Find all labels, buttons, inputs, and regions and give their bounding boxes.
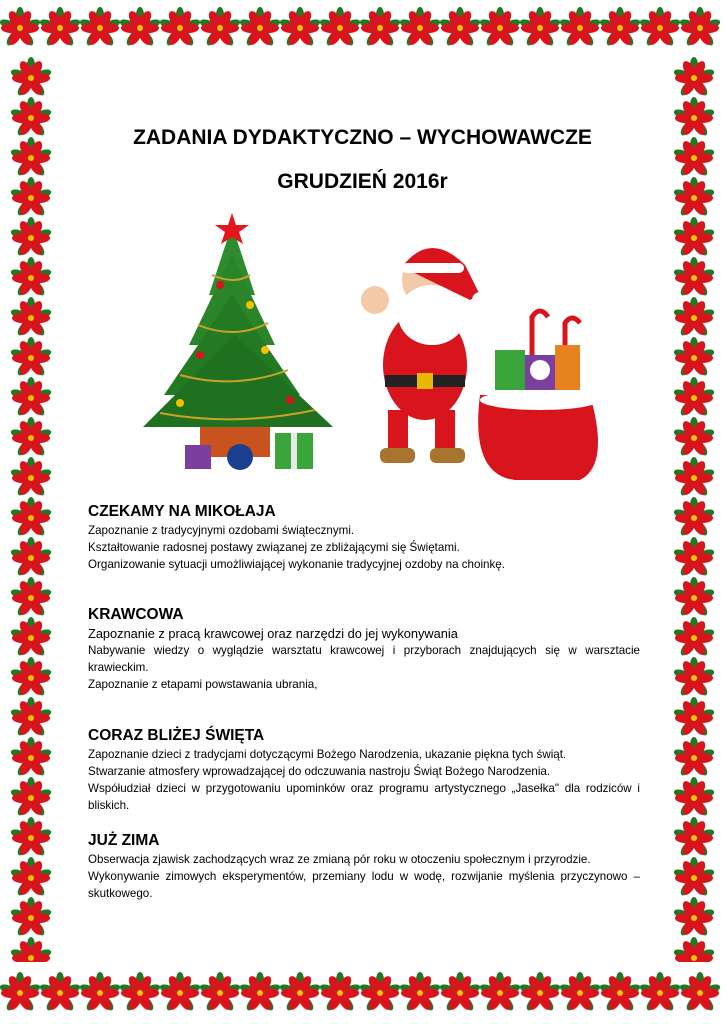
christmas-tree-icon — [143, 213, 333, 470]
section-line: Zapoznanie dzieci z tradycjami dotyczącymi Bożego Narodzenia, ukazanie piękna tych świąt. — [88, 748, 567, 761]
section-krawcowa — [88, 605, 640, 693]
poinsettia-border-top — [0, 0, 725, 56]
section-heading: CZEKAMY NA MIKOŁAJA — [88, 503, 276, 520]
page-title: ZADANIA DYDAKTYCZNO – WYCHOWAWCZE — [133, 126, 592, 149]
section-line: Stwarzanie atmosfery wprowadzającej do odczuwania nastroju Świąt Bożego Narodzenia. — [88, 765, 551, 778]
gift-sack-icon — [478, 311, 600, 480]
section-line: Obserwacja zjawisk zachodzących wraz ze zmianą pór roku w otoczeniu społecznym i przyrodzie. — [88, 853, 591, 866]
section-line: Nabywanie wiedzy o wyglądzie warsztatu krawcowej i przyborach znajdujących się w warsztacie krawieckim. — [88, 644, 640, 674]
section-heading: KRAWCOWA — [88, 606, 184, 623]
section-line: Organizowanie sytuacji umożliwiającej wykonanie tradycyjnej ozdoby na choinkę. — [88, 558, 505, 571]
section-coraz-blizej-swieta — [88, 726, 640, 814]
section-heading: JUŻ ZIMA — [88, 832, 160, 849]
santa-claus-icon — [361, 248, 488, 463]
section-line: Współudział dzieci w przygotowaniu upominków oraz programu artystycznego „Jasełka" dla rodziców i bliskich. — [88, 782, 640, 812]
section-heading: CORAZ BLIŻEJ ŚWIĘTA — [88, 727, 265, 744]
section-line: Zapoznanie z etapami powstawania ubrania, — [88, 678, 318, 691]
section-line: Zapoznanie z tradycyjnymi ozdobami świątecznymi. — [88, 524, 355, 537]
page-subtitle-month: GRUDZIEŃ 2016r — [277, 170, 448, 193]
section-line: Kształtowanie radosnej postawy związanej ze zbliżającymi się Świętami. — [88, 541, 460, 554]
poinsettia-border-bottom — [0, 962, 725, 1024]
section-line: Zapoznanie z pracą krawcowej oraz narzędzi do jej wykonywania — [88, 626, 458, 641]
section-czekamy-na-mikolaja — [88, 502, 640, 573]
christmas-illustrations — [140, 205, 610, 485]
section-juz-zima — [88, 831, 640, 902]
christmas-illustration-svg — [140, 205, 610, 485]
section-line: Wykonywanie zimowych eksperymentów, przemiany lodu w wodę, rozwijanie myślenia przyczynowo – skutkowego. — [88, 870, 640, 900]
